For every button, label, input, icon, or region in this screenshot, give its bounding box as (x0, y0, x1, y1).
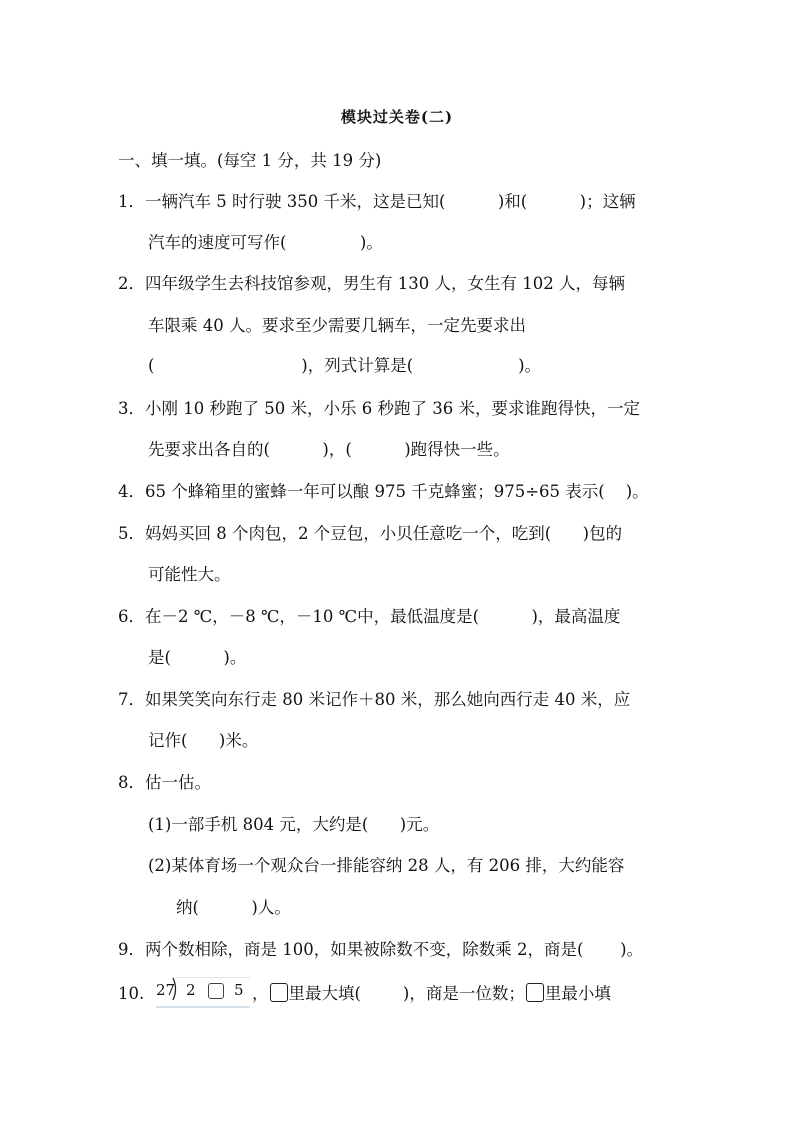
question-5-line-2: 可能性大。 (148, 565, 231, 584)
question-8-sub-2-line-1: (2)某体育场一个观众台一排能容纳 28 人，有 206 排，大约能容 (148, 856, 625, 875)
question-7-line-1: 7．如果笑笑向东行走 80 米记作＋80 米，那么她向西行走 40 米，应 (118, 690, 631, 709)
question-4-line-1: 4．65 个蜂箱里的蜜蜂一年可以酿 975 千克蜂蜜；975÷65 表示( )。 (118, 482, 649, 501)
division-bracket (172, 977, 178, 1001)
question-1-line-2: 汽车的速度可写作( )。 (148, 233, 383, 252)
question-10-text (252, 983, 611, 1005)
question-8-line-1: 8．估一估。 (118, 773, 211, 792)
question-10-comma: ， (252, 984, 269, 1003)
blank-square-icon (526, 983, 544, 1002)
question-2-line-3: ( )，列式计算是( )。 (148, 356, 542, 375)
dividend-digit-1: 2 (186, 981, 196, 999)
divisor: 27 (156, 981, 176, 999)
question-7-line-2: 记作( )米。 (148, 731, 259, 750)
question-6-line-1: 6．在－2 ℃，－8 ℃，－10 ℃中，最低温度是( )，最高温度 (118, 607, 621, 626)
page-title: 模块过关卷(二) (340, 108, 454, 126)
question-5-line-1: 5．妈妈买回 8 个肉包，2 个豆包，小贝任意吃一个，吃到( )包的 (118, 524, 623, 543)
dividend-digit-3: 5 (234, 981, 244, 999)
question-2-line-2: 车限乘 40 人。要求至少需要几辆车，一定先要求出 (148, 316, 526, 335)
question-10-text-1: 里最大填( )，商是一位数； (288, 984, 525, 1003)
division-top-rule (176, 977, 250, 978)
division-bottom-rule (156, 1006, 250, 1008)
blank-square-icon (270, 983, 288, 1002)
long-division-figure (156, 975, 250, 1009)
question-9-line-1: 9．两个数相除，商是 100，如果被除数不变，除数乘 2，商是( )。 (118, 940, 644, 959)
question-8-sub-2-line-2: 纳( )人。 (176, 898, 291, 917)
question-8-sub-1: (1)一部手机 804 元，大约是( )元。 (148, 815, 440, 834)
blank-square-in-dividend (208, 983, 224, 999)
question-3-line-1: 3．小刚 10 秒跑了 50 米，小乐 6 秒跑了 36 米，要求谁跑得快，一定 (118, 399, 640, 418)
question-10-number: 10. (118, 984, 145, 1003)
section-heading: 一、填一填。(每空 1 分，共 19 分) (118, 151, 382, 170)
question-10-text-2: 里最小填 (544, 984, 611, 1003)
question-1-line-1: 1．一辆汽车 5 时行驶 350 千米，这是已知( )和( )；这辆 (118, 192, 636, 211)
question-6-line-2: 是( )。 (148, 648, 247, 667)
question-2-line-1: 2．四年级学生去科技馆参观，男生有 130 人，女生有 102 人，每辆 (118, 274, 625, 293)
question-3-line-2: 先要求出各自的( )，( )跑得快一些。 (148, 440, 510, 459)
